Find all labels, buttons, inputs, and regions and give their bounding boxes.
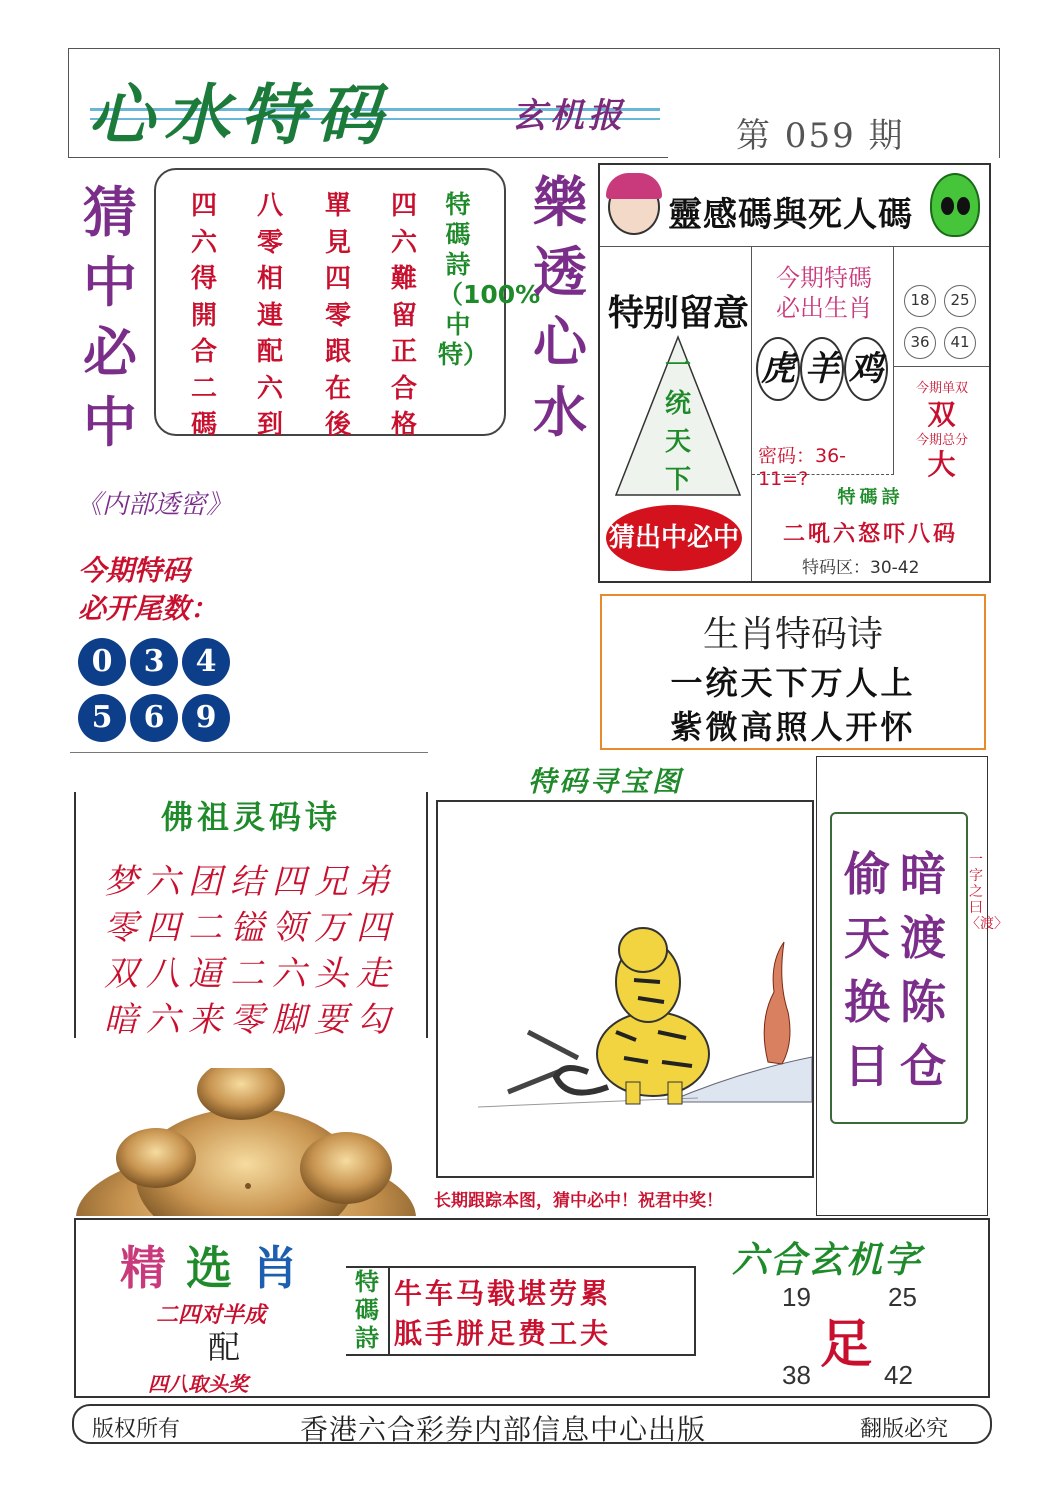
idiom-char: 天: [844, 911, 890, 965]
lucky-numbers-panel: [598, 163, 991, 583]
sp-label-char: 特: [355, 1268, 379, 1296]
liuhe-number: 25: [888, 1282, 917, 1312]
tail-title: [78, 552, 218, 628]
liuhe-number: 38: [782, 1360, 811, 1390]
poem-char: 正: [390, 337, 417, 367]
unite-char: 天: [664, 427, 691, 457]
poem-column: [316, 188, 360, 444]
special-poem-line: 胝手胼足费工夫: [394, 1317, 612, 1350]
buddha-poem-line: 零四二镒领万四: [104, 908, 398, 948]
odd-even-value: 双: [927, 398, 956, 431]
slogan-char: 心: [533, 311, 587, 374]
panel-poem: [752, 475, 989, 581]
poem-char: 六: [390, 227, 417, 258]
poem-char: 難: [390, 264, 417, 294]
tail-ball: 6: [130, 694, 178, 742]
poem-char: 六: [256, 373, 283, 404]
guess-badge: 猜出中必中: [606, 505, 742, 571]
footer: [72, 1404, 992, 1444]
must-zodiac-label: [760, 263, 888, 323]
liuhe-number: 42: [884, 1360, 913, 1390]
special-poem-label: [346, 1268, 390, 1356]
idiom-char: 日: [844, 1039, 890, 1093]
poem-char: 開: [190, 300, 217, 331]
sub-title: 玄机报: [512, 96, 626, 136]
footer-copyright: 版权所有: [92, 1417, 181, 1442]
eye-icon: [941, 197, 954, 215]
odd-even-label: 今期单双: [915, 381, 968, 396]
poem-char: 八: [256, 191, 283, 221]
poem-char: 連: [256, 300, 283, 331]
main-title: 心水特码: [88, 76, 392, 154]
poem-char: 四: [190, 191, 217, 221]
number-circle: 25: [944, 285, 976, 317]
numbers-box: [894, 247, 989, 367]
panel-poem-label: 特碼詩: [837, 487, 904, 508]
divider: [70, 752, 428, 753]
poem-char: 合: [190, 337, 217, 367]
tail-ball: 0: [78, 638, 126, 686]
zodiac-poem-line: 一统天下万人上: [670, 664, 916, 702]
poem-char: 合: [390, 373, 417, 404]
panel-poem-text: 二吼六怒吓八码: [782, 522, 958, 547]
tail-ball: 3: [130, 638, 178, 686]
attention-column: [600, 247, 752, 581]
poem-char: 到: [256, 410, 283, 440]
total-label: 今期总分: [915, 433, 968, 448]
poem-char: 四: [390, 191, 417, 221]
special-zone: 特码区：30-42: [802, 558, 920, 578]
total-value: 大: [927, 448, 956, 481]
choose-char: 肖: [252, 1241, 318, 1295]
must-zodiac-line: 今期特碼: [776, 264, 872, 292]
special-poem-line: 牛车马载堪劳累: [394, 1277, 612, 1310]
zodiac-poem-title: 生肖特码诗: [702, 614, 883, 655]
header-divider: [68, 157, 668, 158]
treasure-map-caption: 长期跟踪本图，猜中必中！祝君中奖！: [434, 1191, 723, 1211]
buddha-poem-line: 双八逼二六头走: [104, 954, 398, 994]
idiom-scroll: [830, 812, 968, 1124]
buddha-poem-line: 梦六团结四兄弟: [104, 862, 398, 902]
match-text: 配: [208, 1328, 241, 1366]
poem-char: 零: [256, 227, 283, 258]
tail-ball: 4: [182, 638, 230, 686]
liuhe-title: 六合玄机字: [732, 1240, 923, 1281]
idiom-char: 暗: [900, 847, 946, 901]
buddha-image: [76, 1068, 426, 1216]
treasure-map-title: 特码寻宝图: [528, 765, 684, 798]
zodiac-poem-box: [600, 594, 986, 750]
number-circle: 36: [904, 327, 936, 359]
idiom-column: [898, 842, 948, 1098]
poem-char: 相: [256, 264, 283, 294]
panel-title: 靈感碼與死人碼: [668, 195, 913, 235]
tail-line: 必开尾数：: [78, 592, 219, 625]
tail-line: 今期特码: [78, 554, 191, 587]
zodiac-poem-line: 紫微高照人开怀: [670, 708, 916, 746]
cipher-text: 密码：36-11=?: [758, 445, 847, 490]
unite-text: [658, 347, 698, 499]
idiom-char: 陈: [900, 975, 946, 1029]
tail-ball: 9: [182, 694, 230, 742]
number-circle: 18: [904, 285, 936, 317]
slogan-char: 中: [83, 251, 137, 314]
slogan-char: 透: [533, 241, 587, 304]
idiom-hint: 一字之曰〈渡〉: [966, 852, 1008, 932]
poem-char: 後: [324, 410, 351, 440]
idiom-char: 换: [844, 975, 890, 1029]
unite-char: 下: [664, 465, 691, 495]
choose-char: 选: [186, 1241, 252, 1295]
choose-zodiac-title: [120, 1232, 318, 1298]
must-zodiac-line: 必出生肖: [776, 294, 872, 322]
poem-title: 特碼詩（100%中特）: [438, 190, 541, 369]
poem-char: 零: [324, 300, 351, 331]
sp-label-char: 詩: [355, 1324, 379, 1352]
buddha-poem-line: 暗六来零脚要勾: [104, 1000, 398, 1040]
poem-char: 單: [324, 191, 351, 221]
issue-number: 第 059 期: [736, 116, 905, 156]
poem-char: 碼: [190, 410, 217, 440]
idiom-column: [842, 842, 892, 1098]
numbers-column: [894, 247, 989, 481]
poem-box: [154, 168, 541, 440]
buddha-poem-title: 佛祖灵码诗: [160, 798, 341, 836]
zodiac-goat: 羊: [800, 337, 844, 401]
half-line: 二四对半成: [156, 1303, 267, 1328]
poem-char: 得: [190, 264, 217, 294]
poem-char: 六: [190, 227, 217, 258]
alien-icon: [930, 173, 980, 237]
poem-char: 留: [390, 300, 417, 331]
slogan-char: 猜: [83, 181, 137, 244]
poem-char: 配: [256, 337, 283, 367]
eye-icon: [957, 197, 970, 215]
zodiac-column: [752, 247, 894, 490]
footer-notice: 翻版必究: [860, 1417, 949, 1442]
choose-char: 精: [120, 1241, 186, 1295]
hair-icon: [606, 173, 662, 199]
footer-publisher: 香港六合彩券内部信息中心出版: [300, 1413, 707, 1446]
poem-char: 四: [324, 264, 351, 294]
left-vertical-slogan: [80, 178, 140, 458]
poem-column: [248, 188, 292, 444]
poem-char: 格: [390, 410, 417, 440]
zodiac-rooster: 鸡: [844, 337, 888, 401]
idiom-char: 渡: [900, 911, 946, 965]
slogan-char: 樂: [533, 171, 587, 234]
slogan-char: 水: [533, 381, 587, 444]
internal-title: 《内部透密》: [76, 490, 233, 520]
poem-char: 在: [324, 373, 351, 404]
unite-char: 一: [664, 351, 691, 381]
sp-label-char: 碼: [355, 1296, 379, 1324]
panel-header: [600, 165, 989, 247]
number-circle: 41: [944, 327, 976, 359]
slogan-char: 中: [83, 391, 137, 454]
poem-column: [182, 188, 226, 444]
poem-char: 二: [190, 373, 217, 404]
head-line: 四八取头奖: [148, 1372, 248, 1396]
poem-char: 跟: [324, 337, 351, 367]
poem-char: 見: [324, 227, 351, 258]
poem-column: [382, 188, 426, 444]
idiom-char: 仓: [900, 1039, 946, 1093]
unite-char: 统: [664, 389, 691, 419]
slogan-char: 必: [83, 321, 137, 384]
liuhe-char: 足: [820, 1315, 873, 1375]
liuhe-number: 19: [782, 1282, 811, 1312]
right-vertical-slogan: [530, 168, 590, 448]
treasure-map-image: [436, 800, 814, 1178]
tail-ball: 5: [78, 694, 126, 742]
idiom-char: 偷: [844, 847, 890, 901]
attention-title: 特别留意: [608, 293, 749, 334]
zodiac-tiger: 虎: [756, 337, 800, 401]
